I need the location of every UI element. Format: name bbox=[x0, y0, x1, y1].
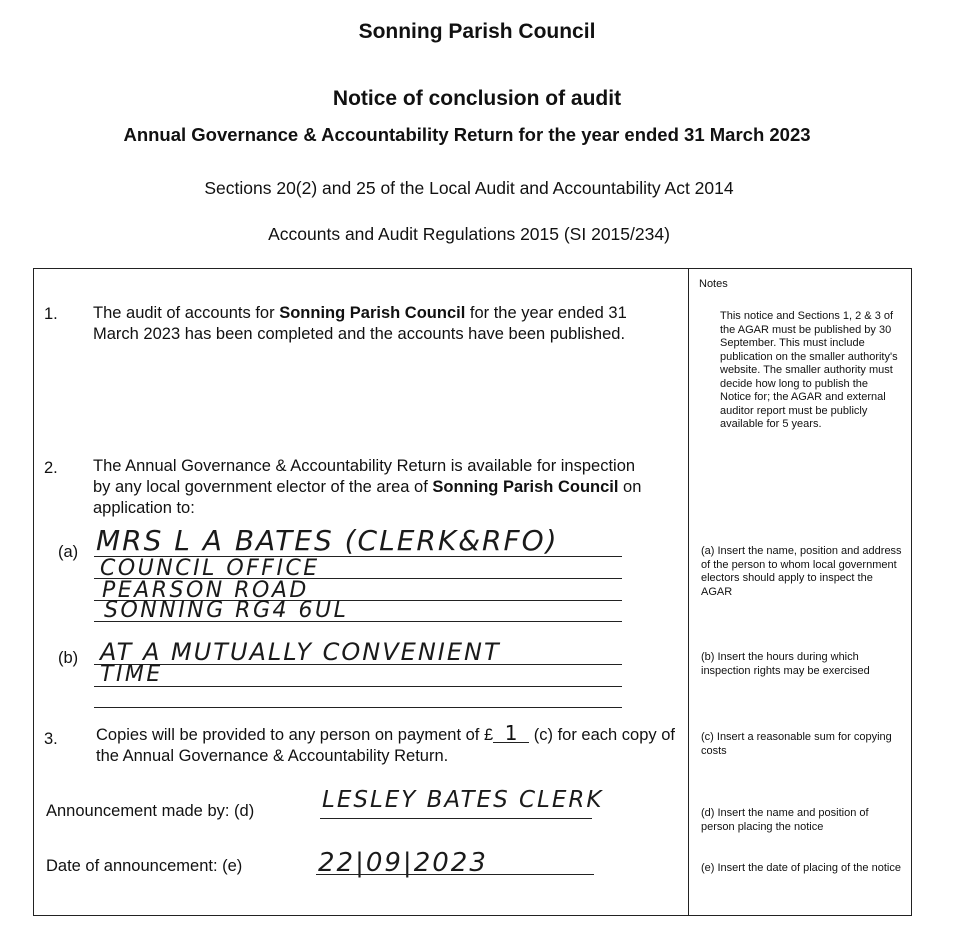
hours-line-1 bbox=[94, 664, 622, 665]
item-2b-label: (b) bbox=[58, 649, 79, 667]
note-a: (a) Insert the name, position and address of the person to whom local government electors should apply to inspect the AGAR bbox=[701, 545, 902, 598]
handwritten-announcer: LESLEY BATES CLERK bbox=[322, 787, 604, 813]
handwritten-office: COUNCIL OFFICE bbox=[100, 556, 320, 581]
act-reference: Sections 20(2) and 25 of the Local Audit and Accountability Act 2014 bbox=[204, 178, 734, 198]
handwritten-road: PEARSON ROAD bbox=[102, 578, 309, 603]
announcement-line bbox=[320, 818, 592, 819]
notice-title: Notice of conclusion of audit bbox=[332, 87, 622, 110]
hours-line-2 bbox=[94, 686, 622, 687]
handwritten-date: 22|09|2023 bbox=[318, 848, 488, 878]
note-c: (c) Insert a reasonable sum for copying costs bbox=[701, 731, 892, 757]
date-line bbox=[316, 874, 594, 875]
handwritten-hours: AT A MUTUALLY CONVENIENT bbox=[100, 638, 501, 666]
regulations-reference: Accounts and Audit Regulations 2015 (SI 2015/234) bbox=[268, 224, 670, 244]
item-3-number: 3. bbox=[44, 730, 58, 748]
notes-divider bbox=[688, 268, 689, 916]
note-e: (e) Insert the date of placing of the notice bbox=[701, 862, 901, 874]
item-1-text: The audit of accounts for Sonning Parish Council for the year ended 31 March 2023 has been completed and the accounts have been published. bbox=[93, 304, 627, 343]
hours-line-3 bbox=[94, 707, 622, 708]
item-2-number: 2. bbox=[44, 459, 58, 477]
note-b: (b) Insert the hours during which inspection rights may be exercised bbox=[701, 651, 870, 677]
item-2-text: The Annual Governance & Accountability Return is available for inspection by any local government elector of the area of Sonning Parish Council on application to: bbox=[93, 457, 642, 517]
address-line-4 bbox=[94, 621, 622, 622]
handwritten-time: TIME bbox=[100, 662, 163, 687]
council-title: Sonning Parish Council bbox=[358, 20, 596, 43]
copy-fee-amount: 1 bbox=[493, 724, 529, 743]
item-2a-label: (a) bbox=[58, 543, 79, 561]
note-d: (d) Insert the name and position of person placing the notice bbox=[701, 807, 869, 833]
handwritten-town: SONNING RG4 6UL bbox=[104, 598, 349, 623]
notes-main: This notice and Sections 1, 2 & 3 of the AGAR must be published by 30 September. This must include publication on the smaller authority's website. The smaller authority must decide how long to publish the Notice for; the AGAR and external auditor report must be publicly available for 5 years. bbox=[720, 310, 898, 430]
handwritten-name: MRS L A BATES (CLERK&RFO) bbox=[96, 524, 559, 557]
item-3-text: Copies will be provided to any person on payment of £ 1 (c) for each copy of the Annual Governance & Accountability Return. bbox=[96, 721, 675, 765]
item-1-number: 1. bbox=[44, 305, 58, 323]
date-label: Date of announcement: (e) bbox=[46, 857, 243, 875]
agar-title: Annual Governance & Accountability Return for the year ended 31 March 2023 bbox=[123, 124, 811, 145]
announcement-label: Announcement made by: (d) bbox=[46, 802, 255, 820]
notes-heading: Notes bbox=[699, 278, 728, 290]
